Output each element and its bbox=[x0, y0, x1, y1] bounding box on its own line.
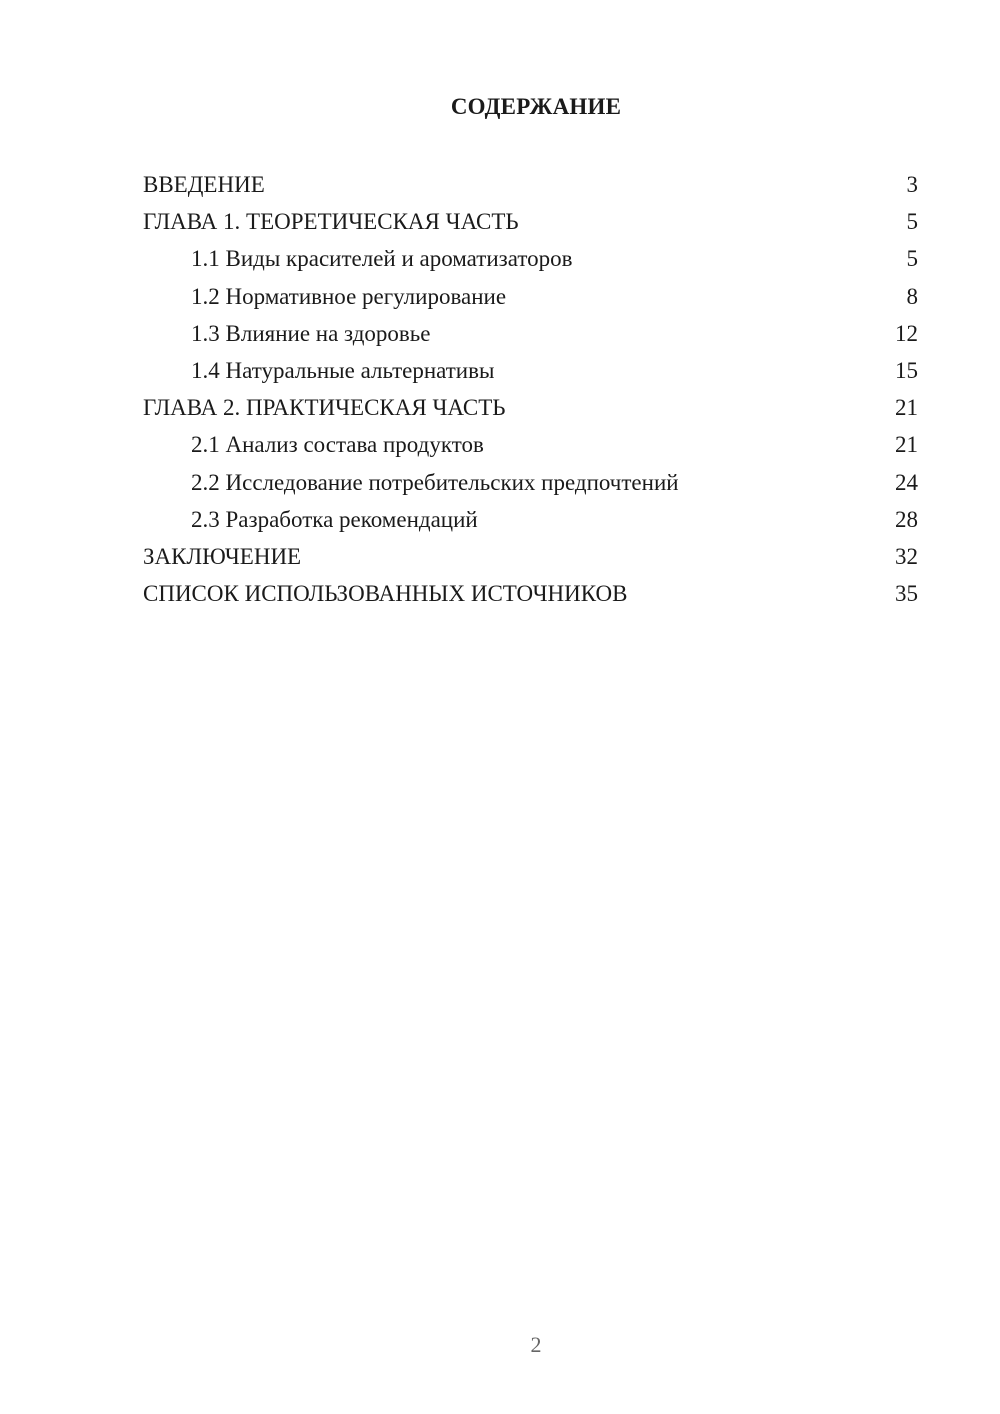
toc-entry-page: 21 bbox=[895, 395, 918, 421]
toc-entry-chapter-1 bbox=[143, 203, 918, 240]
toc-entry-section-2-3 bbox=[143, 501, 918, 538]
toc-entry-section-2-2 bbox=[143, 464, 918, 501]
toc-entry-label: 1.3 Влияние на здоровье bbox=[191, 320, 431, 346]
toc-title: СОДЕРЖАНИЕ bbox=[450, 94, 622, 119]
toc-entry-page: 24 bbox=[895, 469, 918, 495]
toc-entry-page: 21 bbox=[895, 432, 918, 458]
toc-entry-label: 2.2 Исследование потребительских предпочтений bbox=[191, 469, 679, 495]
toc-entry-label: 2.3 Разработка рекомендаций bbox=[191, 506, 478, 532]
toc-entry-chapter-2 bbox=[143, 389, 918, 426]
toc-entry-page: 15 bbox=[895, 357, 918, 383]
toc-entry-label: ГЛАВА 1. ТЕОРЕТИЧЕСКАЯ ЧАСТЬ bbox=[143, 209, 519, 235]
toc-entry-label: 1.4 Натуральные альтернативы bbox=[191, 357, 495, 383]
toc-entry-page: 32 bbox=[895, 543, 918, 569]
toc-entry-page: 12 bbox=[895, 320, 918, 346]
toc-entry-section-1-2 bbox=[143, 278, 918, 315]
toc-entry-page: 5 bbox=[906, 246, 918, 272]
toc-entry-page: 5 bbox=[906, 209, 918, 235]
toc-entry-section-1-4 bbox=[143, 352, 918, 389]
toc-entry-section-2-1 bbox=[143, 426, 918, 463]
toc-entry-label: ВВЕДЕНИЕ bbox=[143, 172, 265, 197]
toc-entry-conclusion bbox=[143, 538, 918, 575]
toc-entry-page: 35 bbox=[895, 581, 918, 607]
toc-entry-page: 8 bbox=[906, 283, 918, 309]
toc-entry-label: ЗАКЛЮЧЕНИЕ bbox=[143, 543, 302, 569]
toc-entry-section-1-3 bbox=[143, 315, 918, 352]
toc-entry-references bbox=[143, 575, 918, 612]
toc-entry-label: СПИСОК ИСПОЛЬЗОВАННЫХ ИСТОЧНИКОВ bbox=[143, 581, 628, 607]
page-number: 2 bbox=[530, 1332, 542, 1357]
toc-entry-introduction bbox=[143, 166, 918, 203]
toc-entry-label: ГЛАВА 2. ПРАКТИЧЕСКАЯ ЧАСТЬ bbox=[143, 395, 506, 421]
table-of-contents bbox=[143, 166, 918, 612]
toc-entry-section-1-1 bbox=[143, 240, 918, 277]
toc-entry-page: 3 bbox=[906, 172, 918, 197]
toc-entry-label: 1.1 Виды красителей и ароматизаторов bbox=[191, 246, 573, 272]
toc-entry-label: 2.1 Анализ состава продуктов bbox=[191, 432, 484, 458]
toc-entry-page: 28 bbox=[895, 506, 918, 532]
toc-entry-label: 1.2 Нормативное регулирование bbox=[191, 283, 507, 309]
